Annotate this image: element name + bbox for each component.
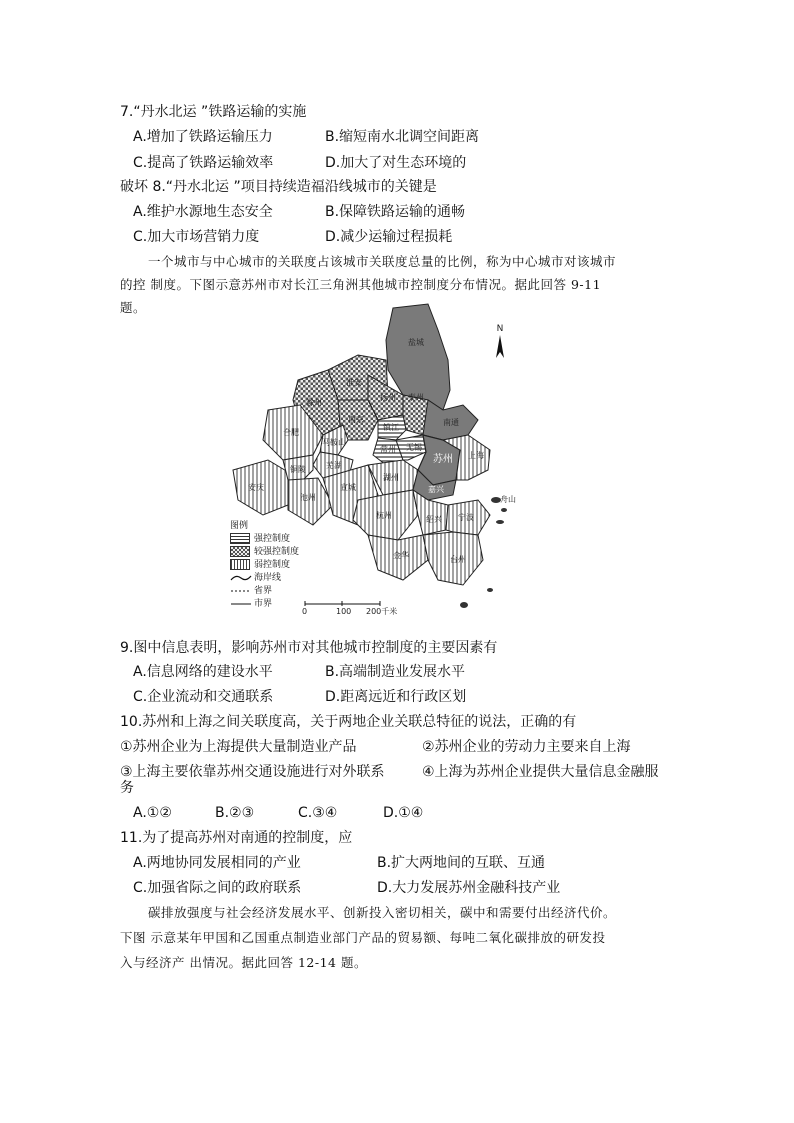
city-label: 金华 (393, 551, 409, 560)
legend-item: 强控制度 (230, 532, 299, 545)
q8-option-d: D.减少运输过程损耗 (325, 229, 453, 245)
city-label: 芜湖 (326, 461, 342, 470)
scale-label: 200千米 (366, 607, 398, 616)
city-label: 无锡 (406, 443, 422, 452)
intro1-line3: 题。 (120, 300, 147, 315)
q11-option-d: D.大力发展苏州金融科技产业 (377, 880, 561, 896)
q10-option-d: D.①④ (383, 805, 424, 821)
q8-option-b: B.保障铁路运输的通畅 (325, 204, 466, 220)
scale-label: 100 (336, 607, 352, 616)
scale-label: 0 (302, 607, 308, 616)
scale-bar (300, 600, 398, 618)
legend-item: 弱控制度 (230, 558, 299, 571)
q9-option-a: A.信息网络的建设水平 (133, 664, 273, 680)
city-label: 嘉兴 (428, 485, 444, 494)
q10-statement-3: ③上海主要依靠苏州交通设施进行对外联系 (120, 764, 385, 780)
q9-option-d: D.距离远近和行政区划 (325, 689, 467, 705)
q7-stem: 7.“丹水北运 ”铁路运输的实施 (120, 104, 307, 120)
city-label: 舟山 (500, 495, 516, 504)
intro1-line1: 一个城市与中心城市的关联度占该城市关联度总量的比例，称为中心城市对该城市 (148, 254, 617, 269)
q10-statement-4-wrap: 务 (120, 780, 134, 796)
q11-option-b: B.扩大两地间的互联、互通 (377, 855, 546, 871)
city-label: 铜陵 (290, 465, 306, 474)
north-label: N (496, 324, 504, 334)
city-label: 泰州 (408, 393, 424, 402)
legend-item: 省界 (254, 585, 273, 596)
city-label: 湖州 (383, 473, 399, 482)
q10-statement-1: ①苏州企业为上海提供大量制造业产品 (120, 739, 357, 755)
q7-option-b: B.缩短南水北调空间距离 (325, 129, 480, 145)
city-label: 扬州 (380, 393, 396, 402)
city-label: 池州 (300, 493, 316, 502)
legend-item: 市界 (254, 598, 273, 609)
city-label: 南京 (348, 415, 364, 424)
city-label: 南通 (443, 418, 459, 427)
q8-stem: 破坏 8.“丹水北运 ”项目持续造福沿线城市的关键是 (120, 179, 437, 195)
city-label: 宁波 (458, 513, 474, 522)
q10-option-b: B.②③ (215, 805, 255, 821)
city-label: 绍兴 (426, 515, 442, 524)
q11-stem: 11.为了提高苏州对南通的控制度，应 (120, 830, 353, 846)
city-label: 台州 (450, 555, 466, 564)
city-label: 淮安 (346, 378, 362, 387)
q8-option-c: C.加大市场营销力度 (133, 229, 260, 245)
city-label: 滁州 (306, 398, 322, 407)
city-label: 镇江 (383, 423, 399, 432)
city-label: 杭州 (376, 511, 392, 520)
q10-statement-2: ②苏州企业的劳动力主要来自上海 (422, 739, 631, 755)
q11-option-a: A.两地协同发展相同的产业 (133, 855, 301, 871)
city-label: 宣城 (340, 483, 356, 492)
intro1-line2: 的控 制度。下图示意苏州市对长江三角洲其他城市控制度分布情况。据此回答 9-11 (120, 277, 602, 292)
legend-item: 较强控制度 (230, 545, 299, 558)
city-label: 常州 (380, 445, 396, 454)
intro2-line1: 碳排放强度与社会经济发展水平、创新投入密切相关，碳中和需要付出经济代价。 (148, 905, 617, 920)
city-label: 苏州 (433, 454, 453, 465)
city-label: 马鞍山 (322, 438, 346, 447)
intro2-line3: 入与经济产 出情况。据此回答 12-14 题。 (120, 955, 367, 970)
legend-item: 海岸线 (230, 571, 299, 584)
q9-option-c: C.企业流动和交通联系 (133, 689, 274, 705)
q8-option-a: A.维护水源地生态安全 (133, 204, 273, 220)
city-label: 合肥 (283, 428, 299, 437)
city-label: 安庆 (248, 483, 264, 492)
q7-option-c: C.提高了铁路运输效率 (133, 155, 274, 171)
north-arrow-icon (496, 324, 504, 358)
q10-option-a: A.①② (133, 805, 172, 821)
q11-option-c: C.加强省际之间的政府联系 (133, 880, 302, 896)
intro2-line2: 下图 示意某年甲国和乙国重点制造业部门产品的贸易额、每吨二氧化碳排放的研发投 (120, 930, 606, 945)
legend-title: 图例 (230, 521, 249, 531)
city-label: 盐城 (408, 338, 424, 347)
q10-stem: 10.苏州和上海之间关联度高，关于两地企业关联总特征的说法，正确的有 (120, 714, 577, 730)
city-label: 上海 (468, 451, 484, 460)
q9-option-b: B.高端制造业发展水平 (325, 664, 466, 680)
map-legend (230, 520, 299, 610)
q9-stem: 9.图中信息表明，影响苏州市对其他城市控制度的主要因素有 (120, 640, 498, 656)
q10-statement-4: ④上海为苏州企业提供大量信息金融服 (422, 764, 659, 780)
q10-option-c: C.③④ (298, 805, 338, 821)
q7-option-d: D.加大了对生态环境的 (325, 155, 467, 171)
q7-option-a: A.增加了铁路运输压力 (133, 129, 273, 145)
